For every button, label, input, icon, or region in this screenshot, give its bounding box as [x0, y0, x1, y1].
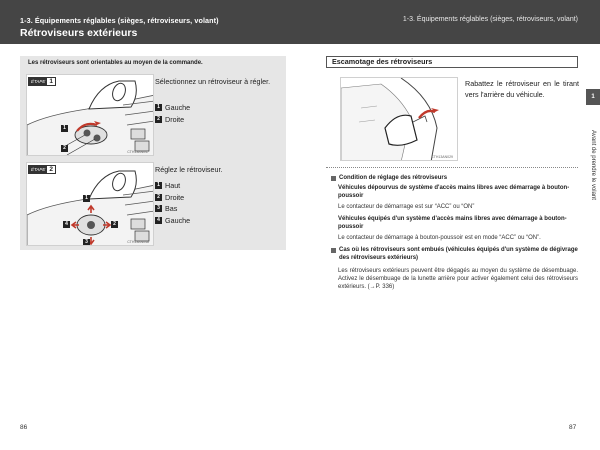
step2-text: Réglez le rétroviseur. — [155, 165, 223, 174]
step2-badge: ÉTAPE 2 — [28, 165, 56, 174]
note-subheading: Véhicules dépourvus de système d'accès mains libres avec démarrage à bouton-poussoir — [338, 185, 570, 199]
figure-code: CTH13AN048 — [127, 240, 149, 244]
chapter-tab-label: Avant de prendre le volant — [590, 130, 596, 200]
step1-badge: ÉTAPE 1 — [28, 77, 56, 86]
figure-callout: 4 — [63, 221, 70, 228]
option-item: 1 Gauche — [155, 102, 190, 114]
step1-figure — [26, 74, 154, 156]
option-item: 4 Gauche — [155, 215, 190, 227]
step2-options — [155, 180, 190, 226]
option-item: 2 Droite — [155, 114, 190, 126]
folding-figure — [340, 77, 458, 161]
note-text: Le contacteur de démarrage à bouton-poussoir est en mode “ACC” ou “ON”. — [338, 235, 541, 241]
figure-callout: 2 — [111, 221, 118, 228]
page-gutter — [299, 44, 301, 450]
note-heading: Condition de réglage des rétroviseurs — [331, 174, 579, 182]
right-page-number: 87 — [569, 424, 577, 431]
note-text: Les rétroviseurs extérieurs peuvent être dégagés au moyen du système de désembuage. Activez le désembuage de la lunette arrière pour activer également celui des rétroviseurs extérieurs. (→P. 336) — [338, 268, 578, 290]
chapter-tab: 1 — [586, 89, 600, 105]
figure-callout: 1 — [61, 125, 68, 132]
left-page-header — [0, 0, 300, 44]
page-title: Rétroviseurs extérieurs — [20, 27, 138, 39]
figure-code: CTH13AN047 — [127, 150, 149, 154]
right-section-title: 1-3. Équipements réglables (sièges, rétroviseurs, volant) — [402, 16, 578, 23]
intro-text: Les rétroviseurs sont orientables au moyen de la commande. — [28, 60, 203, 66]
note-text: Le contacteur de démarrage est sur “ACC” ou “ON” — [338, 204, 475, 210]
step2-figure — [26, 162, 154, 246]
option-item: 1 Haut — [155, 180, 190, 192]
step1-options — [155, 102, 190, 125]
step1-text: Sélectionnez un rétroviseur à régler. — [155, 77, 271, 86]
mirror-adjust-illustration — [27, 163, 154, 246]
adjustment-box — [20, 56, 286, 250]
left-section-title: 1-3. Équipements réglables (sièges, rétroviseurs, volant) — [20, 16, 219, 25]
figure-callout: 2 — [61, 145, 68, 152]
figure-callout: 1 — [83, 195, 90, 202]
note-subheading: Véhicules équipés d'un système d'accès mains libres avec démarrage à bouton-poussoir — [338, 216, 567, 230]
note-heading: Cas où les rétroviseurs sont embués (véhicules équipés d'un système de dégivrage des rétroviseurs extérieurs) — [331, 246, 579, 262]
folding-section-title: Escamotage des rétroviseurs — [326, 56, 578, 68]
figure-code: CTH13AN029 — [431, 155, 453, 159]
figure-callout: 3 — [83, 239, 90, 246]
door-switch-illustration — [27, 75, 154, 156]
left-page-number: 86 — [20, 424, 28, 431]
mirror-fold-illustration — [341, 78, 458, 161]
option-item: 2 Droite — [155, 192, 190, 204]
section-divider — [326, 167, 578, 168]
right-page-header — [300, 0, 600, 44]
bullet-square-icon — [331, 176, 336, 181]
bullet-square-icon — [331, 248, 336, 253]
fold-instruction: Rabattez le rétroviseur en le tirant vers l'arrière du véhicule. — [465, 79, 579, 99]
option-item: 3 Bas — [155, 203, 190, 215]
